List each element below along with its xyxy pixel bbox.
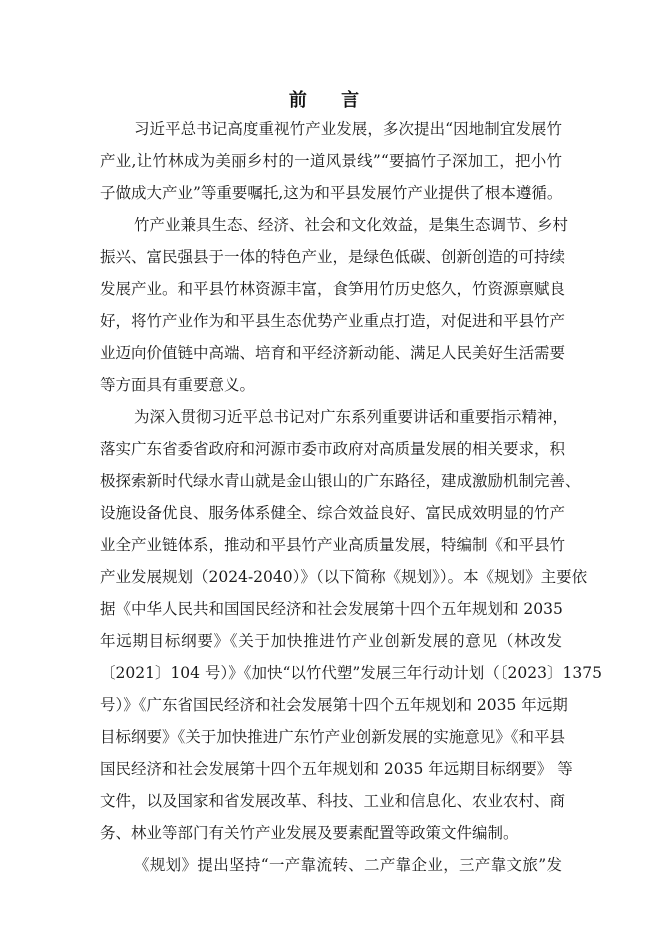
text-line: 极探索新时代绿水青山就是金山银山的广东路径，建成激励机制完善、 xyxy=(100,472,581,490)
text-line: 等方面具有重要意义。 xyxy=(100,376,256,394)
text-line: 产业,让竹林成为美丽乡村的一道风景线”“要搞竹子深加工，把小竹 xyxy=(100,152,562,170)
text-line: 国民经济和社会发展第十四个五年规划和 2035 年远期目标纲要》 等 xyxy=(100,760,573,778)
text-line: 设施设备优良、服务体系健全、综合效益良好、富民成效明显的竹产 xyxy=(100,504,566,522)
text-line: 据《中华人民共和国国民经济和社会发展第十四个五年规划和 2035 xyxy=(100,600,563,618)
text-line: 落实广东省委省政府和河源市委市政府对高质量发展的相关要求，积 xyxy=(100,440,566,458)
text-line: 业迈向价值链中高端、培育和平经济新动能、满足人民美好生活需要 xyxy=(100,344,566,362)
page-title: 前 言 xyxy=(288,90,374,111)
text-line: 振兴、富民强县于一体的特色产业，是绿色低碳、创新创造的可持续 xyxy=(100,248,566,266)
text-line: 业全产业链体系，推动和平县竹产业高质量发展，特编制《和平县竹 xyxy=(100,536,566,554)
text-line: 竹产业兼具生态、经济、社会和文化效益，是集生态调节、乡村 xyxy=(134,216,569,234)
text-line: 〔2021〕104 号）》《加快“以竹代塑”发展三年行动计划（〔2023〕1375 xyxy=(100,664,602,682)
text-line: 目标纲要》《关于加快推进广东竹产业创新发展的实施意见》《和平县 xyxy=(100,728,566,746)
text-line: 子做成大产业”等重要嘱托,这为和平县发展竹产业提供了根本遵循。 xyxy=(100,184,563,202)
text-line: 习近平总书记高度重视竹产业发展，多次提出“因地制宜发展竹 xyxy=(134,120,562,138)
text-line: 务、林业等部门有关竹产业发展及要素配置等政策文件编制。 xyxy=(100,824,519,842)
text-line: 年远期目标纲要》《关于加快推进竹产业创新发展的意见（林改发 xyxy=(100,632,562,650)
text-line: 文件，以及国家和省发展改革、科技、工业和信息化、农业农村、商 xyxy=(100,792,566,810)
text-line: 号）》《广东省国民经济和社会发展第十四个五年规划和 2035 年远期 xyxy=(100,696,568,714)
text-line: 发展产业。和平县竹林资源丰富，食笋用竹历史悠久，竹资源禀赋良 xyxy=(100,280,566,298)
text-line: 好，将竹产业作为和平县生态优势产业重点打造，对促进和平县竹产 xyxy=(100,312,566,330)
text-line: 产业发展规划（2024-2040）》（以下简称《规划》）。本《规划》主要依 xyxy=(100,568,588,586)
text-line: 为深入贯彻习近平总书记对广东系列重要讲话和重要指示精神， xyxy=(134,408,569,426)
text-line: 《规划》提出坚持“一产靠流转、二产靠企业，三产靠文旅”发 xyxy=(134,856,562,874)
